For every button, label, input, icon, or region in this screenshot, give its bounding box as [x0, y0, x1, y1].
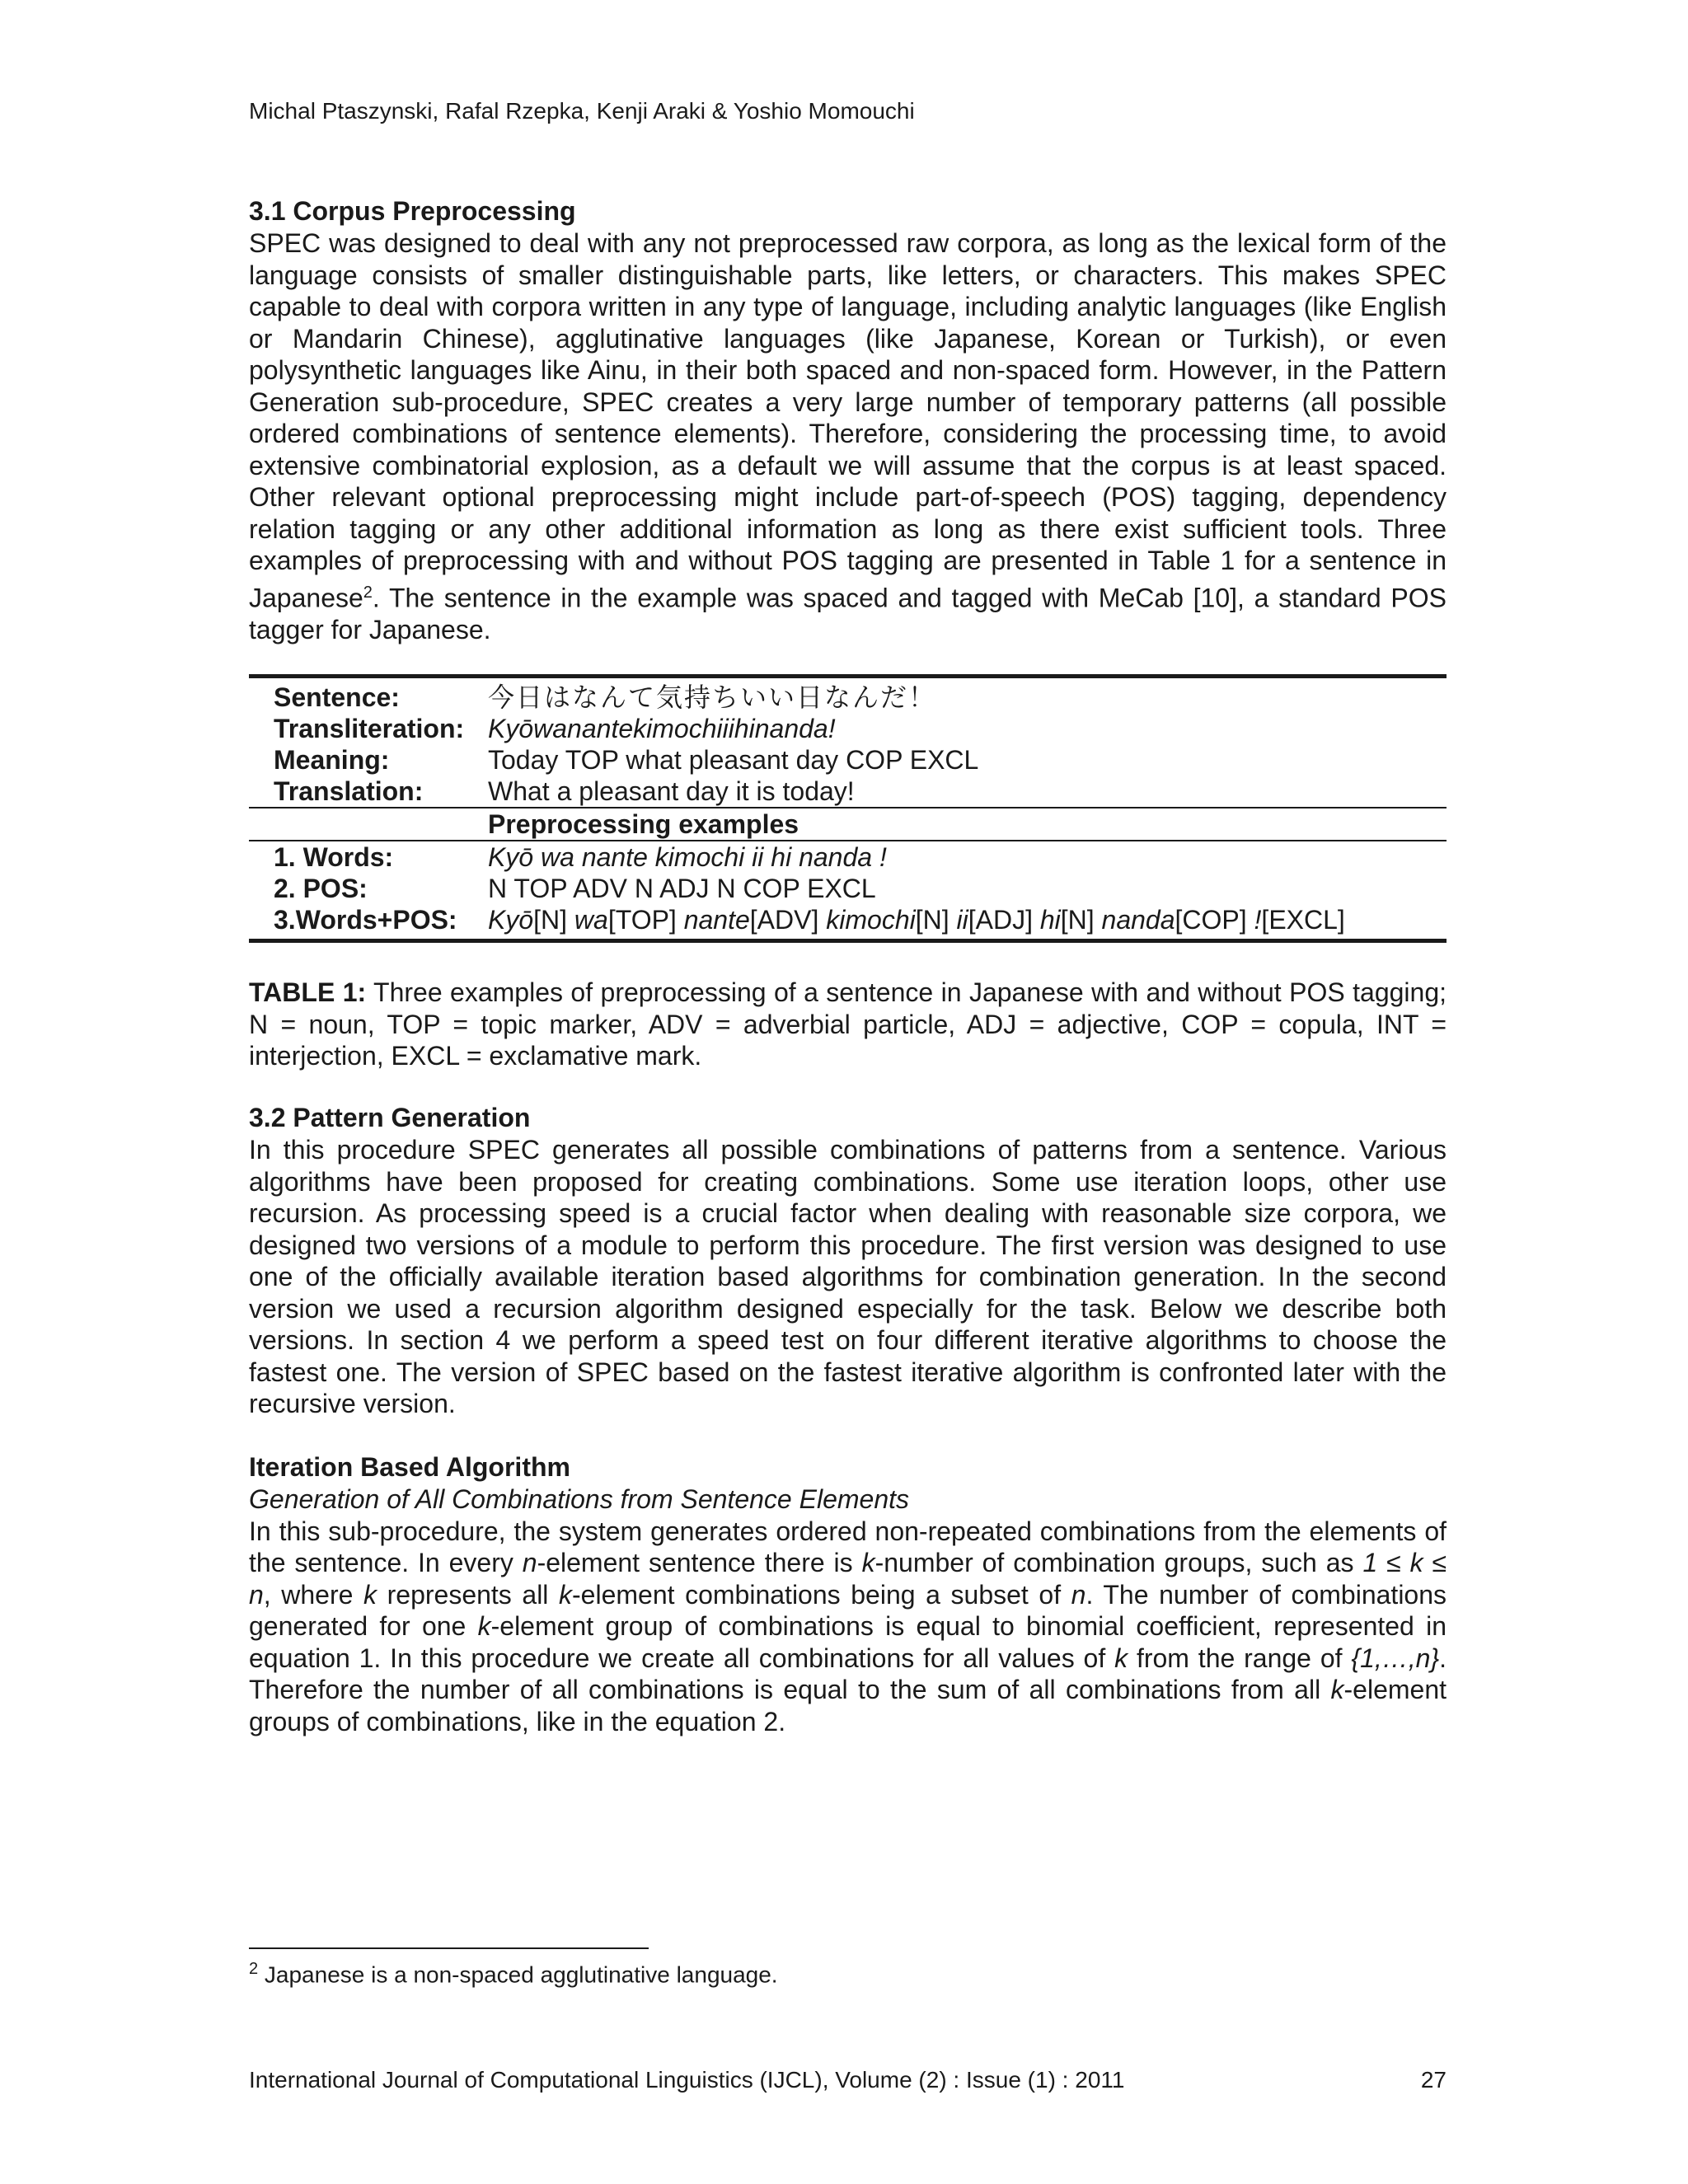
text-run: In this sub-procedure, the system generates ordered non-repeated combinations from the elements of the sentence. In every	[249, 1516, 1447, 1577]
footnote	[249, 1955, 778, 1989]
word: hi	[1039, 905, 1061, 935]
row-label: 2. POS:	[274, 874, 368, 903]
row-value: Kyōwanantekimochiiihinanda!	[488, 714, 836, 743]
table-row	[249, 873, 1447, 904]
text-run: . Therefore the number of all combinations is equal to the sum of all combinations from all	[249, 1643, 1447, 1704]
row-label: 1. Words:	[274, 842, 394, 872]
section-paragraph	[249, 1516, 1447, 1738]
footnote-text: Japanese is a non-spaced agglutinative language.	[258, 1961, 778, 1988]
table-1	[249, 674, 1447, 943]
word: kimochi	[826, 905, 916, 935]
row-label: Sentence:	[274, 682, 400, 712]
row-value	[488, 677, 1447, 714]
text-run: -element sentence there is	[537, 1548, 862, 1577]
row-label: 3.Words+POS:	[274, 905, 457, 935]
row-value: Kyō wa nante kimochi ii hi nanda !	[488, 842, 887, 872]
footnote-divider	[249, 1947, 649, 1949]
table-row	[249, 904, 1447, 941]
page-number: 27	[1420, 2067, 1447, 2093]
section-heading: 3.2 Pattern Generation	[249, 1103, 531, 1132]
math-var: k	[1114, 1643, 1128, 1673]
text-run: -element groups of combinations, like in the equation 2.	[249, 1675, 1447, 1736]
math-var: n	[1071, 1579, 1086, 1610]
section-3-2	[249, 1101, 1447, 1420]
text-run: from the range of	[1128, 1643, 1352, 1673]
text-run: , where	[263, 1579, 364, 1610]
word: !	[1254, 905, 1262, 935]
page-footer	[249, 2066, 1447, 2094]
subsection-heading: Iteration Based Algorithm	[249, 1452, 570, 1482]
row-value	[488, 904, 1447, 941]
pos-tag: [N]	[533, 905, 574, 935]
text-run: -element combinations being a subset of	[572, 1579, 1071, 1610]
journal-citation: International Journal of Computational Linguistics (IJCL), Volume (2) : Issue (1) : 2011	[249, 2067, 1125, 2093]
pos-tag: [COP]	[1175, 905, 1254, 935]
text-run: -element group of combinations is equal to binomial coefficient, represented in equation 1. In this procedure we create all combinations for all values of	[249, 1611, 1447, 1673]
math-var: k	[363, 1579, 377, 1610]
word: Kyō	[488, 905, 534, 935]
caption-label: TABLE 1:	[249, 977, 367, 1007]
row-label	[249, 808, 488, 841]
footnote-reference: 2	[363, 583, 373, 602]
pos-tag: [N]	[1060, 905, 1102, 935]
footnote-mark: 2	[249, 1960, 259, 1978]
table-caption	[249, 977, 1447, 1072]
caption-text: Three examples of preprocessing of a sentence in Japanese with and without POS tagging; N = noun, TOP = topic marker, ADV = adverbial particle, ADJ = adjective, COP = copula, INT = interjection, EXCL = exclamative mark.	[249, 977, 1447, 1071]
text-run: -number of combination groups, such as	[874, 1548, 1363, 1577]
pos-tag: [EXCL]	[1261, 905, 1345, 935]
preprocessing-table	[249, 674, 1447, 943]
row-value: Today TOP what pleasant day COP EXCL	[488, 745, 979, 775]
text-run: . The number of combinations generated for one	[249, 1579, 1447, 1641]
subsubsection-heading: Generation of All Combinations from Sentence Elements	[249, 1484, 909, 1514]
section-heading: 3.1 Corpus Preprocessing	[249, 196, 576, 226]
math-var: n	[522, 1548, 537, 1577]
running-header: Michal Ptaszynski, Rafal Rzepka, Kenji Araki & Yoshio Momouchi	[249, 98, 915, 124]
math-var: k	[861, 1548, 875, 1577]
iteration-section	[249, 1451, 1447, 1737]
section-3-1	[249, 194, 1447, 645]
row-label: Transliteration:	[274, 714, 465, 743]
math-expression: 1 ≤ k ≤ n	[249, 1548, 1447, 1610]
pos-tag: [N]	[915, 905, 957, 935]
math-expression: {1,…,n}	[1351, 1643, 1440, 1673]
pos-tag: [TOP]	[607, 905, 684, 935]
table-subheader: Preprocessing examples	[488, 809, 799, 839]
row-label: Translation:	[274, 776, 424, 806]
math-var: k	[477, 1611, 491, 1641]
math-var: k	[1330, 1675, 1344, 1704]
row-value: N TOP ADV N ADJ N COP EXCL	[488, 874, 876, 903]
table-row	[249, 808, 1447, 841]
table-row	[249, 744, 1447, 776]
japanese-sentence: 今日はなんて気持ちいい日なんだ！	[488, 682, 937, 713]
paragraph-text: . The sentence in the example was spaced and tagged with MeCab [10], a standard POS tagger for Japanese.	[249, 583, 1447, 644]
paragraph-text: SPEC was designed to deal with any not preprocessed raw corpora, as long as the lexical form of the language consists of smaller distinguishable parts, like letters, or characters. This makes SPEC capable to deal with corpora written in any type of language, including analytic languages (like English or Mandarin Chinese), agglutinative languages (like Japanese, Korean or Turkish), or even polysynthetic languages like Ainu, in their both spaced and non-spaced form. However, in the Pattern Generation sub-procedure, SPEC creates a very large number of temporary patterns (all possible ordered combinations of sentence elements). Therefore, considering the processing time, to avoid extensive combinatorial explosion, as a default we will assume that the corpus is at least spaced. Other relevant optional preprocessing might include part-of-speech (POS) tagging, dependency relation tagging or any other additional information as long as there exist sufficient tools. Three examples of preprocessing with and without POS tagging are presented in Table 1 for a sentence in Japanese	[249, 228, 1447, 613]
math-var: k	[559, 1579, 573, 1610]
word: ii	[956, 905, 968, 935]
word: nanda	[1101, 905, 1175, 935]
pos-tag: [ADJ]	[968, 905, 1040, 935]
row-label: Meaning:	[274, 745, 390, 775]
caption-paragraph	[249, 977, 1447, 1072]
table-row	[249, 677, 1447, 714]
section-paragraph	[249, 227, 1447, 645]
table-row	[249, 776, 1447, 808]
section-paragraph: In this procedure SPEC generates all possible combinations of patterns from a sentence. Various algorithms have been proposed for creating combinations. Some use iteration loops, other use recursion. As processing speed is a crucial factor when dealing with reasonable size corpora, we designed two versions of a module to perform this procedure. The first version was designed to use one of the officially available iteration based algorithms for combination generation. In the second version we used a recursion algorithm designed especially for the task. Below we describe both versions. In section 4 we perform a speed test on four different iterative algorithms to choose the fastest one. The version of SPEC based on the fastest iterative algorithm is confronted later with the recursive version.	[249, 1135, 1447, 1418]
word: nante	[683, 905, 750, 935]
pos-tag: [ADV]	[749, 905, 827, 935]
row-value: What a pleasant day it is today!	[488, 776, 855, 806]
word: wa	[574, 905, 608, 935]
table-row	[249, 713, 1447, 744]
text-run: represents all	[377, 1579, 560, 1610]
table-row	[249, 841, 1447, 873]
